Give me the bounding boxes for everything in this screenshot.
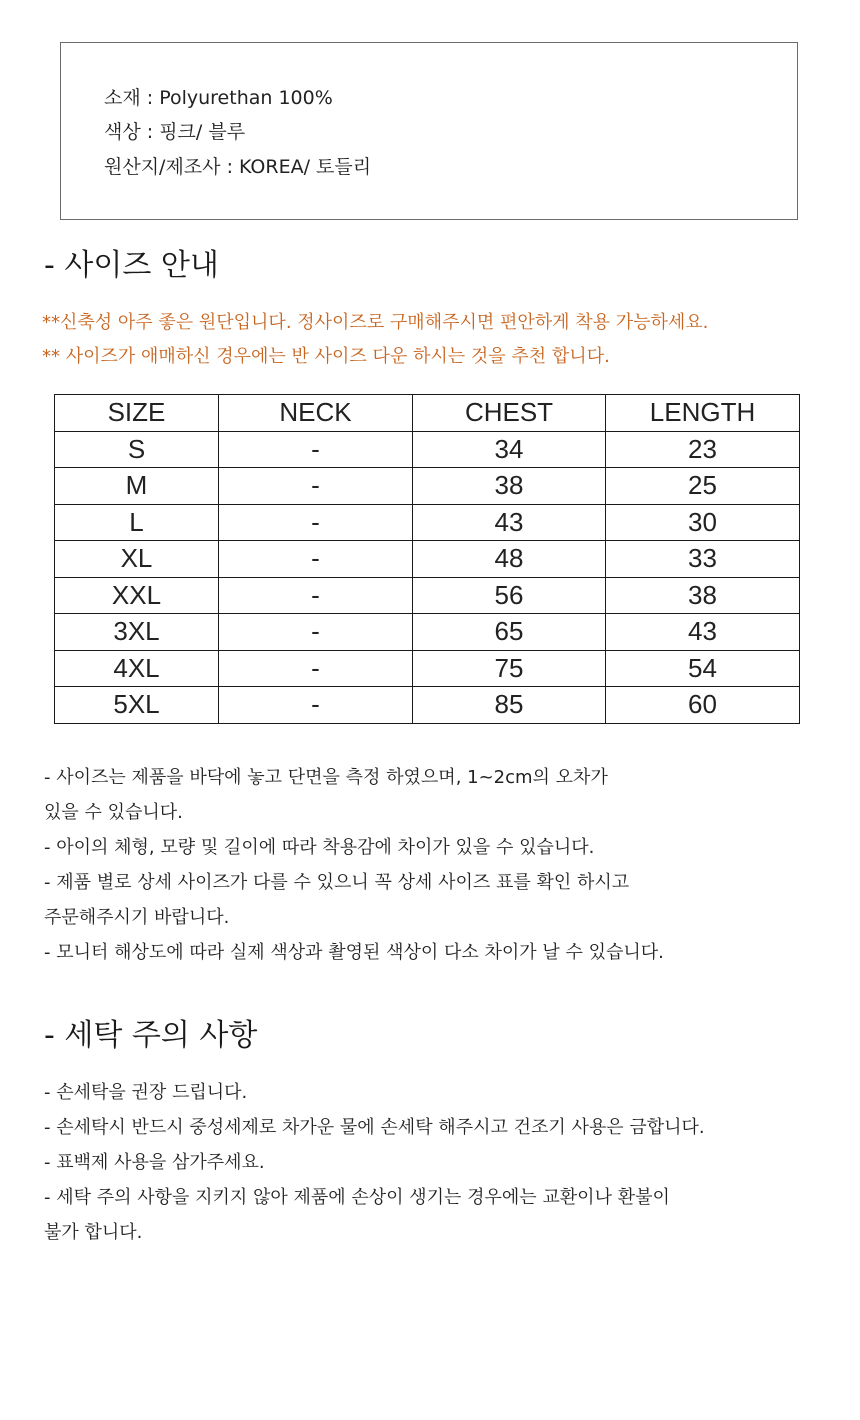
cell-length: 23 bbox=[606, 431, 800, 468]
cell-chest: 43 bbox=[413, 504, 606, 541]
material-info: 소재 : Polyurethan 100% bbox=[104, 87, 333, 109]
table-row bbox=[55, 577, 800, 614]
washing-note-detergent: - 손세탁시 반드시 중성세제로 차가운 물에 손세탁 해주시고 건조기 사용은 금합니다. bbox=[44, 1117, 705, 1138]
washing-note-bleach: - 표백제 사용을 삼가주세요. bbox=[44, 1152, 265, 1173]
cell-size: 4XL bbox=[55, 650, 219, 687]
cell-neck: - bbox=[219, 431, 413, 468]
size-note-measurement-cont: 있을 수 있습니다. bbox=[44, 802, 183, 823]
cell-chest: 56 bbox=[413, 577, 606, 614]
size-note-measurement: - 사이즈는 제품을 바닥에 놓고 단면을 측정 하였으며, 1~2cm의 오차가 bbox=[44, 767, 608, 788]
product-info-box bbox=[60, 42, 798, 220]
size-notice-stretch: **신축성 아주 좋은 원단입니다. 정사이즈로 구매해주시면 편안하게 착용 가능하세요. bbox=[42, 312, 709, 333]
cell-length: 38 bbox=[606, 577, 800, 614]
cell-size: L bbox=[55, 504, 219, 541]
cell-chest: 75 bbox=[413, 650, 606, 687]
cell-chest: 38 bbox=[413, 468, 606, 505]
cell-chest: 65 bbox=[413, 614, 606, 651]
cell-size: M bbox=[55, 468, 219, 505]
cell-length: 33 bbox=[606, 541, 800, 578]
header-size: SIZE bbox=[55, 395, 219, 432]
header-neck: NECK bbox=[219, 395, 413, 432]
table-row bbox=[55, 431, 800, 468]
table-row bbox=[55, 541, 800, 578]
cell-size: S bbox=[55, 431, 219, 468]
size-note-check-chart: - 제품 별로 상세 사이즈가 다를 수 있으니 꼭 상세 사이즈 표를 확인 하시고 bbox=[44, 872, 630, 893]
color-info: 색상 : 핑크/ 블루 bbox=[104, 121, 246, 143]
table-row bbox=[55, 650, 800, 687]
size-guide-title: - 사이즈 안내 bbox=[44, 248, 219, 283]
cell-neck: - bbox=[219, 687, 413, 724]
header-chest: CHEST bbox=[413, 395, 606, 432]
size-table bbox=[54, 394, 800, 724]
table-row bbox=[55, 687, 800, 724]
cell-neck: - bbox=[219, 577, 413, 614]
size-note-monitor: - 모니터 해상도에 따라 실제 색상과 촬영된 색상이 다소 차이가 날 수 있습니다. bbox=[44, 942, 664, 963]
size-note-check-chart-cont: 주문해주시기 바랍니다. bbox=[44, 907, 230, 928]
table-header-row bbox=[55, 395, 800, 432]
size-note-fit: - 아이의 체형, 모량 및 길이에 따라 착용감에 차이가 있을 수 있습니다. bbox=[44, 837, 595, 858]
cell-chest: 85 bbox=[413, 687, 606, 724]
cell-size: 5XL bbox=[55, 687, 219, 724]
cell-neck: - bbox=[219, 650, 413, 687]
cell-neck: - bbox=[219, 614, 413, 651]
cell-size: XXL bbox=[55, 577, 219, 614]
washing-note-damage: - 세탁 주의 사항을 지키지 않아 제품에 손상이 생기는 경우에는 교환이나 환불이 bbox=[44, 1187, 670, 1208]
cell-length: 43 bbox=[606, 614, 800, 651]
cell-neck: - bbox=[219, 541, 413, 578]
washing-note-damage-cont: 불가 합니다. bbox=[44, 1222, 143, 1243]
table-row bbox=[55, 614, 800, 651]
washing-title: - 세탁 주의 사항 bbox=[44, 1018, 258, 1053]
size-notice-half-size: ** 사이즈가 애매하신 경우에는 반 사이즈 다운 하시는 것을 추천 합니다. bbox=[42, 346, 610, 367]
cell-length: 30 bbox=[606, 504, 800, 541]
cell-size: XL bbox=[55, 541, 219, 578]
cell-length: 60 bbox=[606, 687, 800, 724]
cell-chest: 34 bbox=[413, 431, 606, 468]
header-length: LENGTH bbox=[606, 395, 800, 432]
cell-neck: - bbox=[219, 504, 413, 541]
cell-length: 25 bbox=[606, 468, 800, 505]
table-row bbox=[55, 468, 800, 505]
table-row bbox=[55, 504, 800, 541]
washing-note-hand-wash: - 손세탁을 권장 드립니다. bbox=[44, 1082, 248, 1103]
cell-length: 54 bbox=[606, 650, 800, 687]
cell-neck: - bbox=[219, 468, 413, 505]
origin-info: 원산지/제조사 : KOREA/ 토들리 bbox=[104, 156, 372, 178]
cell-chest: 48 bbox=[413, 541, 606, 578]
cell-size: 3XL bbox=[55, 614, 219, 651]
